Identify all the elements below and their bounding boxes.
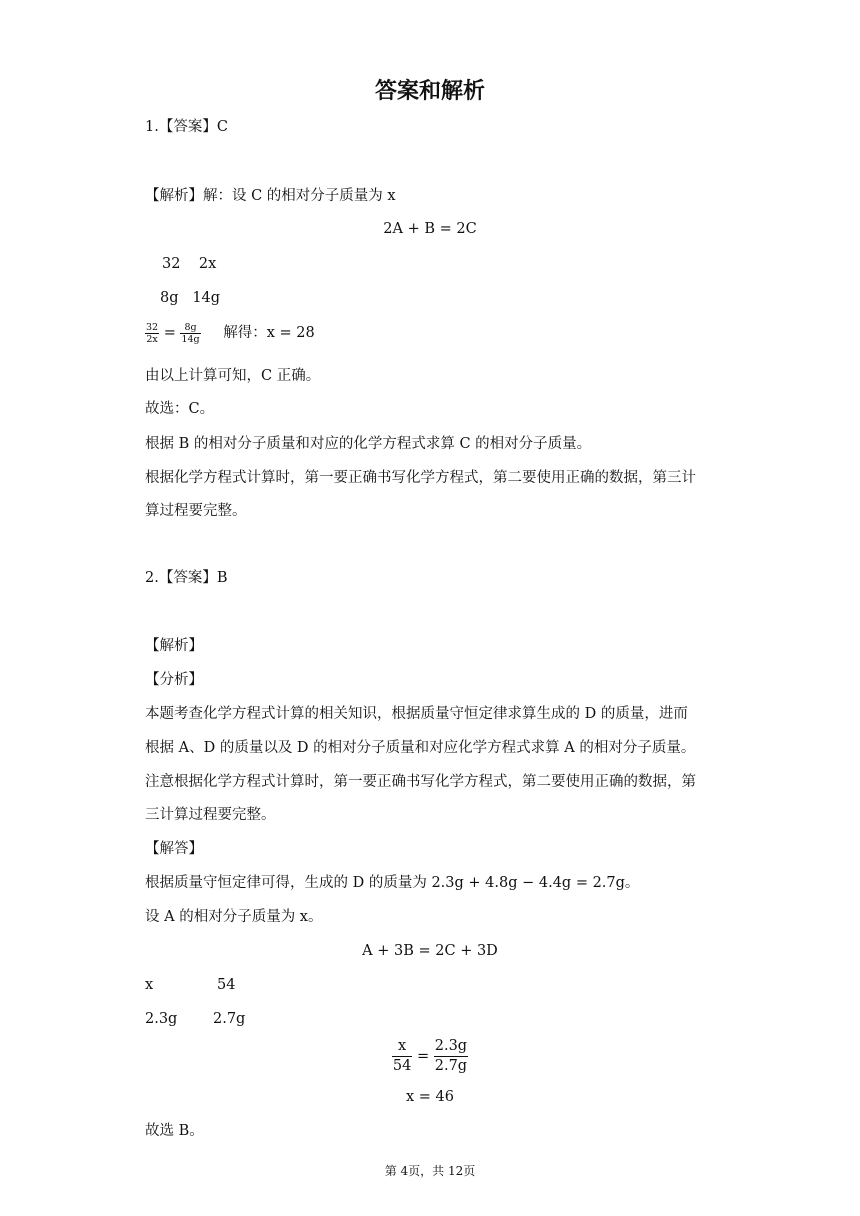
q1-frac-left-den: 2x [146,333,158,345]
q2-final: 故选 B。 [145,1123,204,1139]
q2-fenxi-line-3: 注意根据化学方程式计算时，第一要正确书写化学方程式，第二要使用正确的数据，第 [145,774,696,790]
q2-row1-right: 54 [217,977,236,993]
q1-line-5: 算过程要完整。 [145,503,247,519]
q2-mass-line: 根据质量守恒定律可得，生成的 D 的质量为 2.3g + 4.8g − 4.4g = 2.7g。 [145,875,640,891]
q1-row1: 32 2x [162,256,217,272]
q1-frac-right [180,322,200,345]
q1-frac-left [145,322,159,345]
q2-analysis-head: 【解析】 [145,638,203,654]
q2-frac-left-num: x [392,1037,412,1057]
q2-row1-left: x [145,977,154,993]
q2-fenxi-head: 【分析】 [145,672,203,688]
page-footer: 第 4页，共 12页 [384,1164,476,1178]
q1-frac-eq: = [163,325,176,341]
q2-equation: A + 3B = 2C + 3D [362,943,498,959]
q1-analysis-intro: 【解析】解：设 C 的相对分子质量为 x [145,188,396,204]
q2-frac-left [392,1037,412,1076]
q2-jieda-head: 【解答】 [145,841,203,857]
q2-answer: 2.【答案】B [145,570,228,586]
q1-frac-right-num: 8g [180,322,200,334]
q2-row2-right: 2.7g [213,1011,246,1027]
q2-fenxi-line-4: 三计算过程要完整。 [145,807,276,823]
q2-row2-left: 2.3g [145,1011,178,1027]
q2-result: x = 46 [406,1089,454,1105]
page-title: 答案和解析 [374,79,485,104]
q2-set-line: 设 A 的相对分子质量为 x。 [145,909,323,925]
q1-frac-left-num: 32 [146,321,159,333]
q1-solve: 解得：x = 28 [223,325,315,341]
q1-row2: 8g 14g [160,290,221,306]
q1-line-1: 由以上计算可知，C 正确。 [145,368,321,384]
q1-frac-right-den: 14g [181,333,200,345]
q2-fenxi-line-2: 根据 A、D 的质量以及 D 的相对分子质量和对应化学方程式求算 A 的相对分子质量。 [145,740,696,756]
q2-frac-left-den: 54 [392,1058,412,1074]
q1-line-2: 故选：C。 [145,401,215,417]
q2-frac-eq: = [416,1048,430,1065]
q1-equation: 2A + B = 2C [383,221,477,237]
q1-line-3: 根据 B 的相对分子质量和对应的化学方程式求算 C 的相对分子质量。 [145,436,592,452]
q2-fraction-line [0,1037,860,1076]
q1-answer: 1.【答案】C [145,119,228,135]
q1-line-4: 根据化学方程式计算时，第一要正确书写化学方程式，第二要使用正确的数据，第三计 [145,470,696,486]
q2-frac-right-num: 2.3g [434,1037,468,1057]
q1-fraction-line [145,318,315,348]
q2-frac-right-den: 2.7g [434,1058,468,1074]
q2-frac-right [434,1037,468,1076]
q2-fenxi-line-1: 本题考查化学方程式计算的相关知识，根据质量守恒定律求算生成的 D 的质量，进而 [145,706,688,722]
